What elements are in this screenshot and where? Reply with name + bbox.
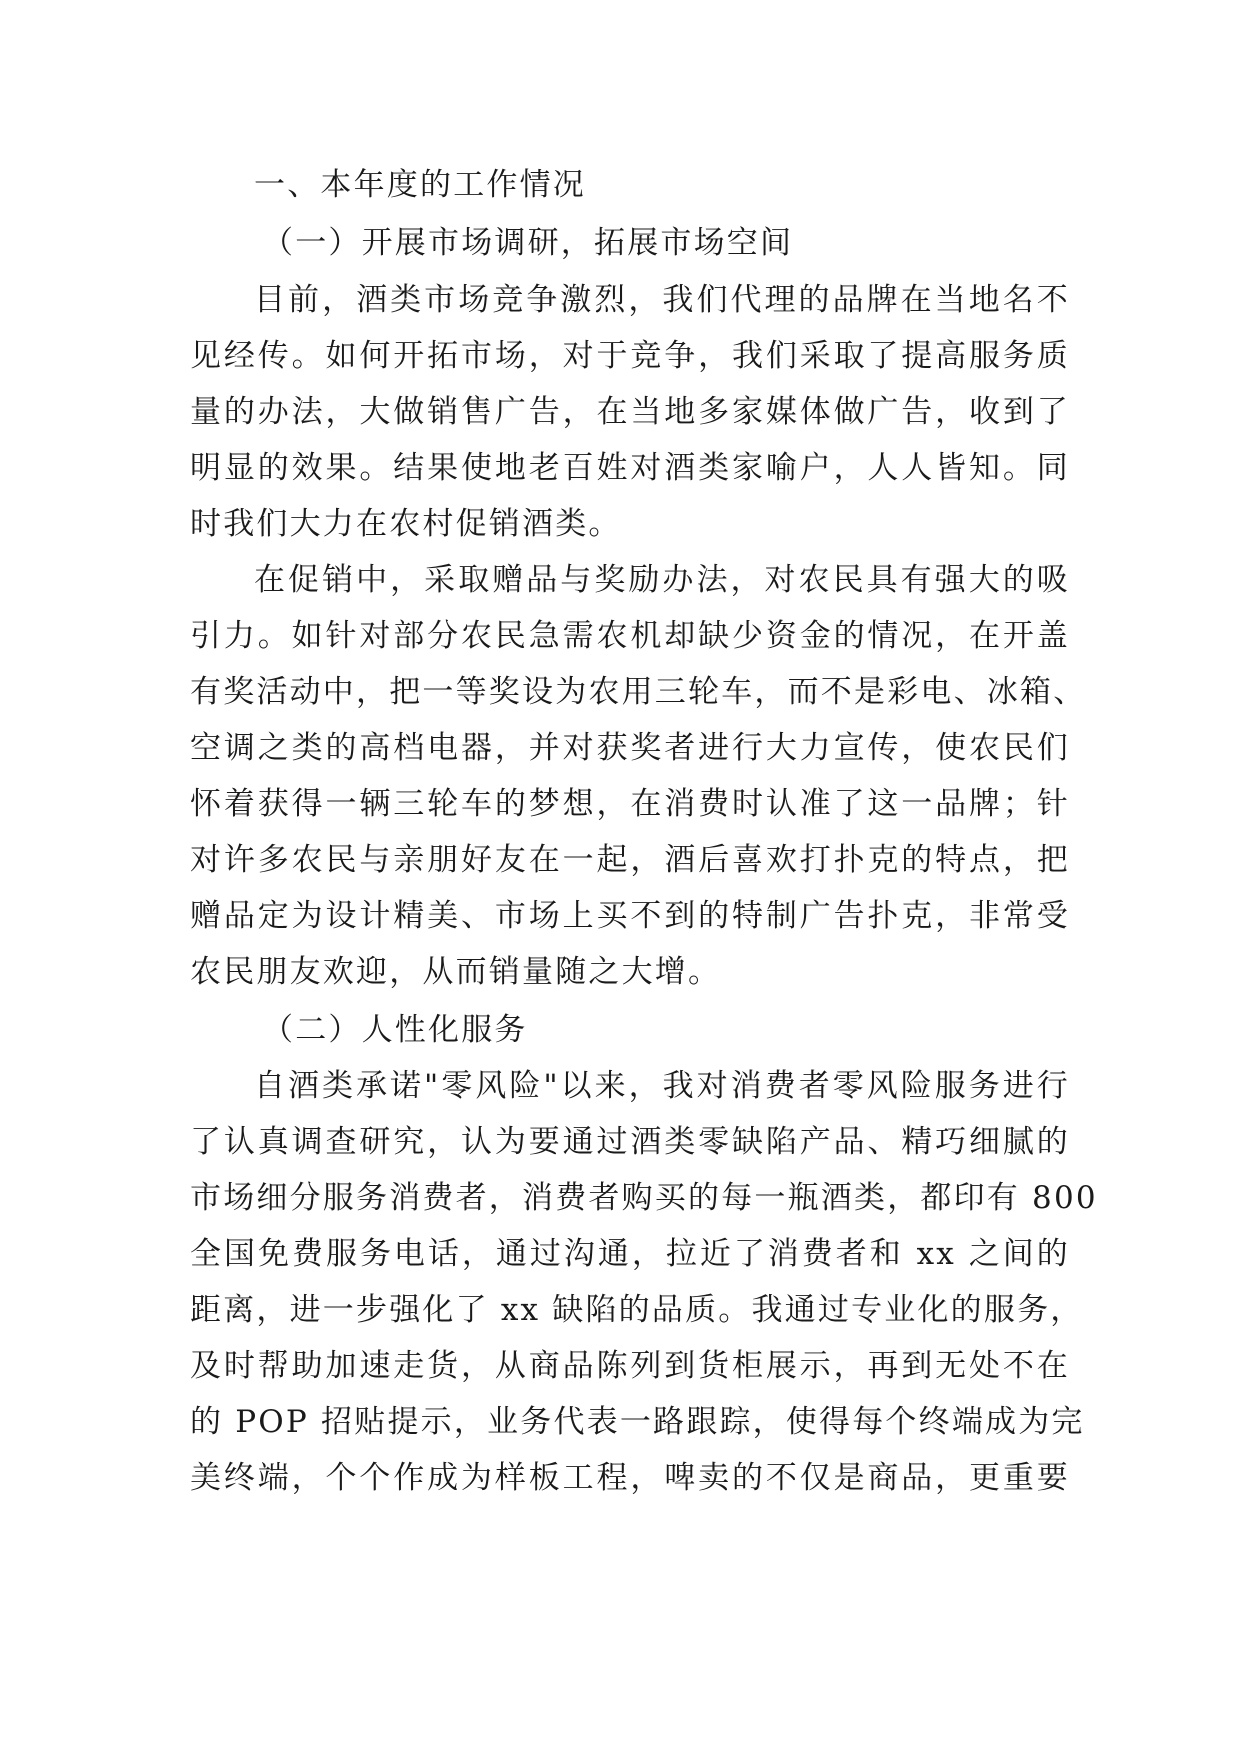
- paragraph-line: 明显的效果。结果使地老百姓对酒类家喻户，人人皆知。同: [190, 450, 1070, 486]
- paragraph-line: 的 POP 招贴提示，业务代表一路跟踪，使得每个终端成为完: [190, 1404, 1085, 1440]
- paragraph-line: 赠品定为设计精美、市场上买不到的特制广告扑克，非常受: [190, 898, 1070, 934]
- paragraph-line: 在促销中，采取赠品与奖励办法，对农民具有强大的吸: [254, 562, 1070, 598]
- subsection-heading: （二）人性化服务: [262, 1012, 528, 1048]
- paragraph-line: 有奖活动中，把一等奖设为农用三轮车，而不是彩电、冰箱、: [190, 674, 1087, 710]
- subsection-heading: （一）开展市场调研，拓展市场空间: [262, 225, 794, 261]
- paragraph-line: 引力。如针对部分农民急需农机却缺少资金的情况，在开盖: [190, 618, 1070, 654]
- paragraph-line: 距离，进一步强化了 xx 缺陷的品质。我通过专业化的服务，: [190, 1292, 1084, 1328]
- paragraph-line: 全国免费服务电话，通过沟通，拉近了消费者和 xx 之间的: [190, 1236, 1070, 1272]
- paragraph-line: 市场细分服务消费者，消费者购买的每一瓶酒类，都印有 800: [190, 1180, 1098, 1216]
- paragraph-line: 美终端，个个作成为样板工程，啤卖的不仅是商品，更重要: [190, 1460, 1070, 1496]
- paragraph-line: 目前，酒类市场竞争激烈，我们代理的品牌在当地名不: [254, 282, 1070, 318]
- paragraph-line: 量的办法，大做销售广告，在当地多家媒体做广告，收到了: [190, 394, 1070, 430]
- paragraph-line: 自酒类承诺"零风险"以来，我对消费者零风险服务进行: [254, 1068, 1070, 1104]
- paragraph-line: 及时帮助加速走货，从商品陈列到货柜展示，再到无处不在: [190, 1348, 1070, 1384]
- paragraph-line: 空调之类的高档电器，并对获奖者进行大力宣传，使农民们: [190, 730, 1070, 766]
- section-heading: 一、本年度的工作情况: [254, 167, 586, 203]
- paragraph-line: 怀着获得一辆三轮车的梦想，在消费时认准了这一品牌；针: [190, 786, 1070, 822]
- paragraph-line: 对许多农民与亲朋好友在一起，酒后喜欢打扑克的特点，把: [190, 842, 1070, 878]
- paragraph-line: 时我们大力在农村促销酒类。: [190, 506, 622, 542]
- paragraph-line: 农民朋友欢迎，从而销量随之大增。: [190, 954, 722, 990]
- paragraph-line: 了认真调查研究，认为要通过酒类零缺陷产品、精巧细腻的: [190, 1124, 1070, 1160]
- paragraph-line: 见经传。如何开拓市场，对于竞争，我们采取了提高服务质: [190, 338, 1070, 374]
